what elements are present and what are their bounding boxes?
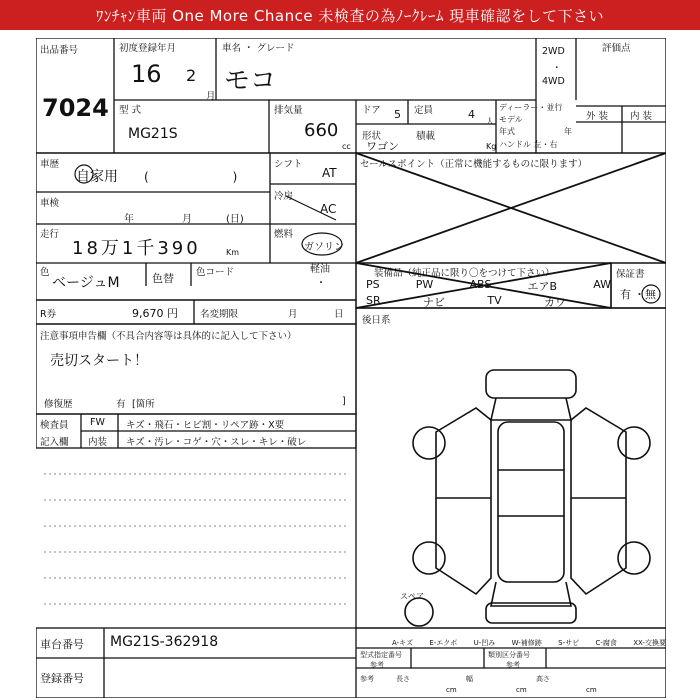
- shaken-month: 月: [182, 214, 192, 225]
- shaken-label: 車検: [40, 198, 60, 209]
- height-label: 高さ: [536, 675, 550, 683]
- drive-dot: ・: [552, 63, 562, 74]
- legend-item: A-キズ: [392, 639, 414, 647]
- kg-unit: Kg: [486, 142, 497, 151]
- fuel-value: ガソリン: [304, 242, 344, 253]
- auction-sheet: [36, 38, 666, 698]
- notes-value: 売切スタート！: [50, 353, 148, 369]
- shaken-year: 年: [124, 214, 134, 225]
- reg-month: 2: [186, 66, 197, 85]
- cm-unit-3: cm: [586, 686, 597, 694]
- lot-number: 7024: [42, 94, 109, 122]
- rename-month: 月: [288, 309, 298, 320]
- fuel-alt: 軽油: [310, 264, 330, 275]
- cm-unit-2: cm: [516, 686, 527, 694]
- cap-value: 4: [468, 108, 475, 121]
- spare-label: スペア: [400, 592, 424, 601]
- regnum-label: 登録番号: [40, 672, 84, 685]
- equipment-row-1: [366, 278, 611, 294]
- legend-item: U-凹み: [473, 639, 496, 647]
- name-label: 車名 ・ グレード: [222, 43, 295, 54]
- year-unit: 年: [564, 127, 572, 136]
- month-unit: 月: [206, 91, 216, 102]
- inspector-fw: FW: [90, 417, 105, 428]
- equipment-label: 装備品（純正品に限り〇をつけて下さい）: [374, 268, 555, 279]
- ac-value: AC: [320, 202, 337, 216]
- sale-point-label: セールスポイント（正常に機能するものに限ります）: [360, 159, 588, 170]
- history-label: 車歴: [40, 159, 60, 170]
- legend-item: S-サビ: [558, 639, 580, 647]
- ref-2: 参考: [506, 661, 520, 669]
- cm-unit-1: cm: [446, 686, 457, 694]
- reg-year: 16: [131, 60, 162, 88]
- score-label: 評価点: [602, 43, 631, 54]
- equip-pw: PW: [415, 278, 434, 291]
- drive-2wd: 2WD: [542, 46, 565, 57]
- equip-aw: AW: [593, 278, 611, 291]
- repair-close: ]: [342, 396, 346, 407]
- rcoupon-label: R券: [40, 309, 57, 320]
- mileage-label: 走行: [40, 229, 60, 240]
- length-label: 長さ: [396, 675, 410, 683]
- fuel-dot: ・: [316, 278, 326, 289]
- inspector-fw-text: キズ・飛石・ヒビ割・リペア跡・X要: [126, 420, 285, 431]
- legend: [392, 638, 666, 648]
- shape-value: ワゴン: [366, 140, 399, 153]
- color-code-label: 色コード: [196, 267, 235, 278]
- warranty-label: 保証書: [616, 269, 645, 280]
- banner-text: ﾜﾝﾁｬﾝ車両 One More Chance 未検査の為ﾉｰｸﾚｰﾑ 現車確認をして下さい: [95, 6, 605, 25]
- inspector-label-2: 記入欄: [40, 437, 69, 448]
- car-diagram: [405, 370, 650, 626]
- lot-label: 出品番号: [40, 45, 79, 56]
- cap-label: 定員: [414, 105, 434, 116]
- color-value: ベージュM: [52, 275, 120, 291]
- dealer-label: ディーラー・並行: [499, 103, 563, 112]
- rename-day: 日: [334, 309, 344, 320]
- ref-3: 参考: [360, 675, 374, 683]
- warranty-no: 無: [645, 288, 656, 301]
- model-year-label: モデル: [499, 115, 523, 124]
- ref-1: 参考: [370, 661, 384, 669]
- int-label: 内 装: [630, 111, 653, 122]
- equip-abs: ABS: [469, 278, 492, 291]
- cap-unit: 人: [486, 117, 494, 126]
- warranty-dot: ・: [634, 288, 645, 301]
- inspector-label-1: 検査員: [40, 420, 69, 431]
- cc-unit: cc: [342, 142, 351, 151]
- banner: [0, 0, 700, 30]
- equip-airbag: エアB: [527, 280, 558, 293]
- rename-label: 名変期限: [200, 309, 239, 320]
- legend-item: W-補修跡: [511, 639, 542, 647]
- history-value: 自家用: [76, 169, 118, 185]
- ac-label: 冷房: [274, 191, 294, 202]
- color-label: 色: [40, 267, 50, 278]
- mileage-value: 18万1千390: [72, 238, 201, 259]
- model-label: 型 式: [119, 105, 142, 116]
- equip-tv: TV: [487, 294, 502, 307]
- shape-label: 形状: [362, 131, 382, 142]
- year-label: 年式: [499, 127, 515, 136]
- legend-item: E-エクボ: [429, 639, 458, 647]
- disp-label: 排気量: [274, 105, 303, 116]
- repaint-label: 色替: [152, 272, 174, 285]
- class-num-label: 類別区分番号: [488, 651, 530, 659]
- warranty-yes: 有: [620, 288, 631, 301]
- legend-item: C-腐食: [595, 639, 617, 647]
- car-name: モコ: [224, 66, 277, 96]
- door-value: 5: [394, 108, 401, 121]
- handle-label: ハンドル 左・右: [499, 140, 558, 149]
- reg-label: 初度登録年月: [119, 43, 177, 54]
- fuel-label: 燃料: [274, 229, 294, 240]
- mileage-unit: Km: [226, 248, 240, 257]
- notes-label: 注意事項申告欄（不具合内容等は具体的に記入して下さい）: [40, 331, 297, 342]
- rcoupon-value: 9,670 円: [132, 307, 178, 320]
- back-seat-label: 後日系: [362, 315, 391, 326]
- equip-leather: カワ: [543, 296, 566, 309]
- equipment-row-2: [366, 294, 566, 310]
- ext-label: 外 装: [586, 111, 609, 122]
- disp-value: 660: [304, 120, 339, 141]
- equip-sr: SR: [366, 294, 381, 307]
- chassis-label: 車台番号: [40, 638, 84, 651]
- equip-navi: ナビ: [423, 296, 445, 309]
- chassis-value: MG21S-362918: [110, 634, 219, 650]
- equip-ps: PS: [366, 278, 380, 291]
- repair-place: [箇所: [132, 399, 155, 410]
- inspector-in: 内装: [88, 437, 108, 448]
- model-value: MG21S: [128, 126, 178, 142]
- history-paren: ( ): [144, 170, 238, 184]
- width-label: 幅: [466, 675, 473, 683]
- shaken-day: (日): [226, 214, 244, 225]
- shift-label: シフト: [274, 159, 303, 170]
- repair-label: 修復歴: [44, 399, 73, 410]
- door-label: ドア: [362, 105, 381, 116]
- type-spec-label: 型式指定番号: [360, 651, 402, 659]
- repair-value: 有: [116, 399, 126, 410]
- drive-4wd: 4WD: [542, 76, 565, 87]
- inspector-in-text: キズ・汚レ・コゲ・穴・スレ・キレ・破レ: [126, 437, 307, 448]
- load-label: 積載: [416, 131, 436, 142]
- shift-value: AT: [322, 166, 337, 180]
- legend-item: XX-交換要: [633, 639, 666, 647]
